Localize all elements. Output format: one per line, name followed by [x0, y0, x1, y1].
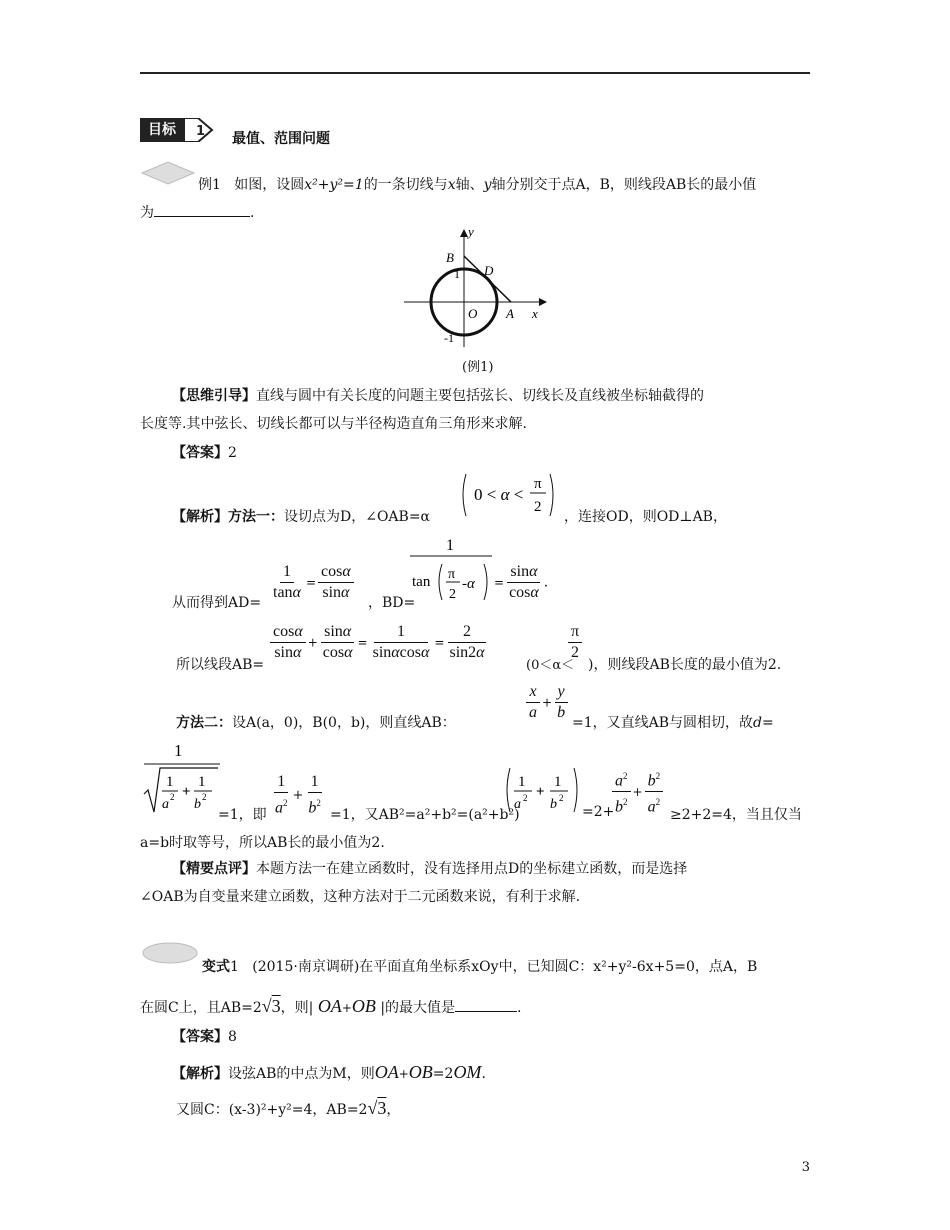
- svg-text:2: 2: [202, 792, 207, 802]
- svg-text:2: 2: [170, 792, 175, 802]
- solution1-line1-end: ，连接OD，则OD⊥AB，: [564, 509, 727, 525]
- svg-text:π: π: [448, 567, 456, 582]
- svg-text:a: a: [514, 797, 521, 812]
- svg-text:-α: -α: [462, 576, 475, 592]
- section-tag-label: 目标: [140, 118, 184, 142]
- svg-text:+: +: [182, 784, 191, 800]
- svg-text:tan: tan: [412, 574, 431, 590]
- svg-text:1: 1: [446, 537, 454, 554]
- method2-line1: 方法二：设A(a，0)，B(0，b)，则直线AB：: [176, 715, 456, 731]
- variant1-line2: 在圆C上，且AB=2√3，则| OA+OB |的最大值是 .: [140, 996, 522, 1016]
- example1-figure: [398, 222, 558, 352]
- a2b2-fractions: $\frac{a^2}{b^2}$ + $\frac{b^2}{a^2}$: [610, 766, 665, 818]
- svg-text:1: 1: [198, 774, 206, 790]
- distance-formula: [140, 738, 224, 818]
- solution1-line2-start: 从而得到AD=: [172, 595, 262, 611]
- svg-text:-1: -1: [444, 331, 454, 345]
- figure-caption: (例1): [462, 360, 494, 375]
- svg-text:π: π: [534, 476, 542, 492]
- tag-number: 1: [196, 124, 206, 139]
- pi-half: $\frac{\pi}{2}$: [566, 622, 584, 663]
- svg-text:2: 2: [449, 587, 456, 602]
- svg-text:B: B: [446, 250, 454, 265]
- svg-text:1: 1: [454, 267, 460, 281]
- svg-text:2: 2: [559, 793, 564, 803]
- solution1-line3-end: )，则线段AB长度的最小值为2.: [588, 657, 782, 673]
- svg-text:b: b: [550, 797, 557, 812]
- solution2-line2: 又圆C：(x-3)²+y²=4，AB=2√3，: [176, 1098, 401, 1118]
- ab-fractions: $\frac{\cos\alpha}{\sin\alpha}$ + $\frac{\sin\alpha}{\cos\alpha}$ = $\frac{1}{\sin\alpha\cos\alpha}$ = $\frac{2}{\sin 2\alpha}$: [268, 622, 490, 663]
- svg-text:D: D: [484, 263, 494, 278]
- section-tag: [140, 118, 214, 142]
- svg-text:O: O: [468, 306, 478, 321]
- svg-text:+: +: [536, 784, 545, 800]
- example-diamond-icon: [140, 160, 196, 186]
- guide-line1: 【思维引导】直线与圆中有关长度的问题主要包括弦长、切线长及直线被坐标轴截得的: [172, 388, 704, 404]
- solution1-line2-mid: ，BD=: [368, 595, 416, 611]
- header-rule: [140, 72, 810, 74]
- variant-ellipse-icon: [140, 940, 200, 966]
- answer-blank: [154, 204, 250, 217]
- comment-line2: ∠OAB为自变量来建立函数，这种方法对于二元函数来说，有利于求解.: [140, 889, 581, 905]
- svg-text:1: 1: [166, 774, 174, 790]
- bd-fraction: [406, 532, 496, 606]
- example1-line2: 为 .: [140, 205, 255, 221]
- solution1-line3-start: 所以线段AB=: [176, 657, 265, 673]
- svg-text:y: y: [468, 224, 474, 239]
- page-number: 3: [801, 1160, 810, 1175]
- paren-sum-recip: [502, 764, 582, 816]
- ad-fraction: $\frac{1}{\tan\alpha}$ = $\frac{\cos\alpha}{\sin\alpha}$: [268, 562, 356, 603]
- sum-recip-squares: $\frac{1}{a^2}$ + $\frac{1}{b^2}$: [275, 773, 321, 817]
- bd-fraction-2: = $\frac{\sin\alpha}{\cos\alpha}$ .: [494, 563, 549, 601]
- method2-line3: a=b时取等号，所以AB长的最小值为2.: [140, 835, 385, 851]
- answer1: 【答案】2: [172, 445, 237, 461]
- solution1-range: (0＜α＜: [526, 658, 575, 673]
- variant1-line1: 变式1 (2015·南京调研)在平面直角坐标系xOy中，已知圆C：x²+y²-6x+5=0，点A，B: [202, 959, 758, 975]
- method2-line1-end: =1，又直线AB与圆相切，故d=: [572, 715, 774, 731]
- svg-text:2: 2: [534, 499, 542, 515]
- section-title: 最值、范围问题: [232, 131, 330, 147]
- svg-text:1: 1: [518, 774, 526, 790]
- svg-text:2: 2: [523, 793, 528, 803]
- svg-text:0 < α <: 0 < α <: [474, 485, 524, 504]
- xy-intercept-fraction: $\frac{x}{a}$ + $\frac{y}{b}$: [524, 682, 570, 723]
- example1-line1: 例1 如图，设圆x²+y²=1的一条切线与x轴、y轴分别交于点A，B，则线段AB长的最小值: [198, 177, 757, 193]
- method2-line2-c: =2+: [582, 804, 615, 820]
- svg-text:1: 1: [554, 774, 562, 790]
- solution2-line1: 【解析】设弦AB的中点为M，则OA+OB=2OM.: [172, 1062, 486, 1082]
- method2-line2-a: =1，即: [218, 807, 267, 823]
- comment-line1: 【精要点评】本题方法一在建立函数时，没有选择用点D的坐标建立函数，而是选择: [172, 861, 688, 877]
- svg-text:b: b: [194, 797, 201, 812]
- tag-number-badge: [184, 118, 214, 142]
- solution1-line1: 【解析】方法一：设切点为D，∠OAB=α: [172, 509, 431, 525]
- answer2: 【答案】8: [172, 1029, 237, 1045]
- answer-blank-2: [455, 999, 517, 1012]
- guide-line2: 长度等.其中弦长、切线长都可以与半径构造直角三角形来求解.: [140, 416, 527, 432]
- svg-text:a: a: [162, 797, 169, 812]
- svg-text:1: 1: [174, 741, 183, 760]
- method2-line2-d: ≥2+2=4，当且仅当: [670, 807, 802, 823]
- svg-text:A: A: [506, 306, 514, 321]
- svg-text:x: x: [532, 306, 538, 321]
- method2-line2-b: =1，又AB²=a²+b²=(a²+b²): [330, 807, 520, 823]
- alpha-condition: [458, 470, 558, 520]
